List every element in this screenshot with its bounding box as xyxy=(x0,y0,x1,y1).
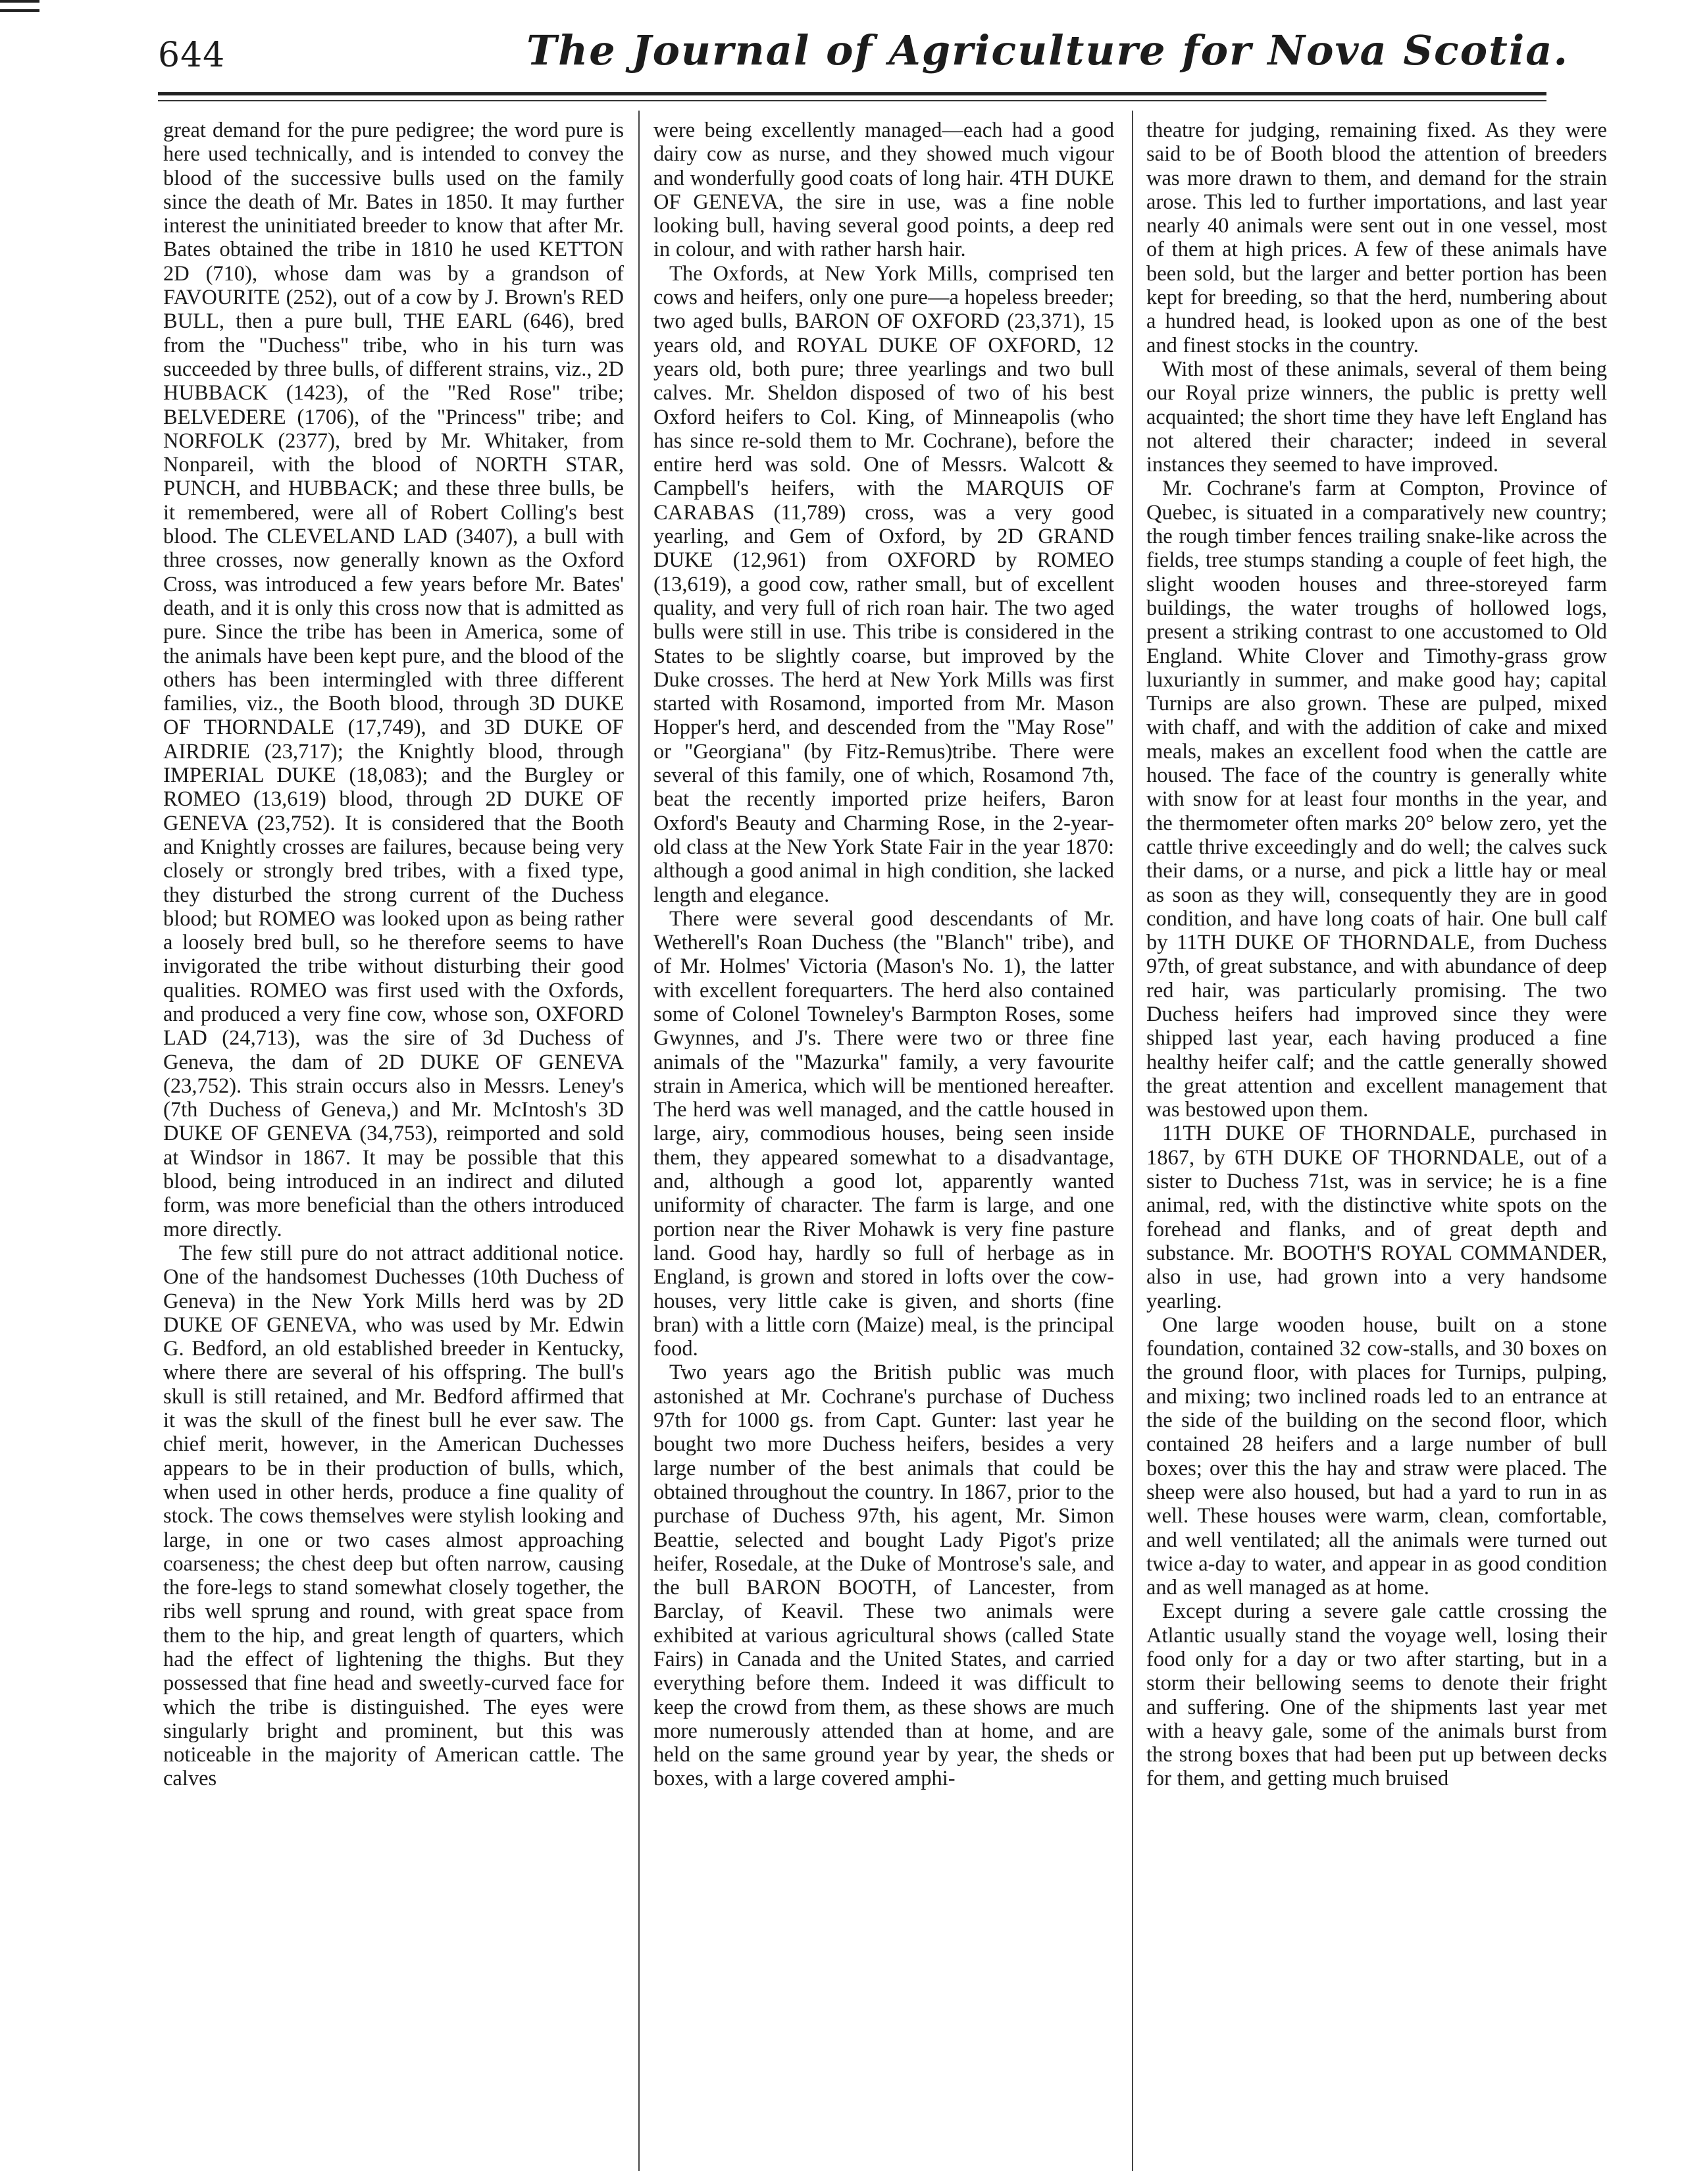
text-column-1 xyxy=(163,118,624,2172)
header-rule-thin xyxy=(158,100,1546,101)
paragraph: With most of these animals, several of them being our Royal prize winners, the public is pretty well acquainted; the short time they have left England has not altered their character; indeed in several instances they seemed to have improved. xyxy=(1146,357,1607,477)
header-rule-thick xyxy=(158,92,1546,95)
paragraph: Except during a severe gale cattle crossing the Atlantic usually stand the voyage well, losing their food only for a day or two after starting, but in a storm their bellowing seems to denote their fright and suffering. One of the shipments last year met with a heavy gale, some of the animals burst from the strong boxes that had been put up between decks for them, and getting much bruised xyxy=(1146,1599,1607,1791)
journal-title: The Journal of Agriculture for Nova Scotia. xyxy=(526,26,1569,74)
paragraph: There were several good descendants of Mr. Wetherell's Roan Duchess (the "Blanch" tribe), and of Mr. Holmes' Victoria (Mason's No. 1), the latter with excellent forequarters. The herd also contained some of Colonel Towneley's Barmpton Roses, some Gwynnes, and J's. There were two or three fine animals of the "Mazurka" family, a very favourite strain in America, which will be mentioned hereafter. The herd was well managed, and the cattle housed in large, airy, commodious houses, being seen inside them, they appeared somewhat to a disadvantage, and, although a good lot, apparently wanted uniformity of character. The farm is large, and one portion near the River Mohawk is very fine pasture land. Good hay, hardly so full of herbage as in England, is grown and stored in lofts over the cow-houses, very little cake is given, and shorts (fine bran) with a little corn (Maize) meal, is the principal food. xyxy=(653,906,1114,1361)
paragraph: 11TH DUKE OF THORNDALE, purchased in 1867, by 6TH DUKE OF THORNDALE, out of a sister to Duchess 71st, was in service; he is a fine animal, red, with the distinctive white spots on the forehead and flanks, and of great depth and substance. Mr. BOOTH'S ROYAL COMMANDER, also in use, had grown into a very handsome yearling. xyxy=(1146,1122,1607,1313)
paragraph: Two years ago the British public was much astonished at Mr. Cochrane's purchase of Duchess 97th for 1000 gs. from Capt. Gunter: last year he bought two more Duchess heifers, besides a very large number of the best animals that could be obtained throughout the country. In 1867, prior to the purchase of Duchess 97th, his agent, Mr. Simon Beattie, selected and bought Lady Pigot's prize heifer, Rosedale, at the Duke of Montrose's sale, and the bull BARON BOOTH, of Lancester, from Barclay, of Keavil. These two animals were exhibited at various agricultural shows (called State Fairs) in Canada and the United States, and carried everything before them. Indeed it was difficult to keep the crowd from them, as these shows are much more numerously attended than at home, and are held on the same ground year by year, the sheds or boxes, with a large covered amphi- xyxy=(653,1361,1114,1791)
column-divider xyxy=(1132,111,1133,2171)
paragraph: The few still pure do not attract additional notice. One of the handsomest Duchesses (10th Duchess of Geneva) in the New York Mills herd was by 2D DUKE OF GENEVA, who was used by Mr. Edwin G. Bedford, an old established breeder in Kentucky, where there are several of his offspring. The bull's skull is still retained, and Mr. Bedford affirmed that it was the skull of the finest bull he ever saw. The chief merit, however, in the American Duchesses appears to be in their production of bulls, which, when used in other herds, produce a fine quality of stock. The cows themselves were stylish looking and large, in one or two cases almost approaching coarseness; the chest deep but often narrow, causing the fore-legs to stand somewhat closely together, the ribs well sprung and round, with great space from them to the hip, and great length of quarters, which had the effect of lightening the thighs. But they possessed that fine head and sweetly-curved face for which the tribe is distinguished. The eyes were singularly bright and prominent, but this was noticeable in the majority of American cattle. The calves xyxy=(163,1241,624,1791)
paragraph: One large wooden house, built on a stone foundation, contained 32 cow-stalls, and 30 boxes on the ground floor, with places for Turnips, pulping, and mixing; two inclined roads led to an entrance at the side of the building on the second floor, which contained 28 heifers and a large number of bull boxes; over this the hay and straw were placed. The sheep were also housed, but had a yard to run in as well. These houses were warm, clean, comfortable, and well ventilated; all the animals were turned out twice a-day to water, and appear in as good condition and as well managed as at home. xyxy=(1146,1313,1607,1600)
page-header xyxy=(158,26,1569,86)
column-divider xyxy=(638,111,640,2171)
paragraph: Mr. Cochrane's farm at Compton, Province of Quebec, is situated in a comparatively new country; the rough timber fences trailing snake-like across the fields, tree stumps standing a couple of feet high, the slight wooden houses and three-storeyed farm buildings, the water troughs of hollowed logs, present a striking contrast to one accustomed to Old England. White Clover and Timothy-grass grow luxuriantly in summer, and make good hay; capital Turnips are also grown. These are pulped, mixed with chaff, and with the addition of cake and mixed meals, makes an excellent food when the cattle are housed. The face of the country is generally white with snow for at least four months in the year, and the thermometer often marks 20° below zero, yet the cattle thrive exceedingly and do well; the calves suck their dams, or a nurse, and pick a little hay or meal as soon as they will, consequently they are in good condition, and have long coats of hair. One bull calf by 11TH DUKE OF THORNDALE, from Duchess 97th, of great substance, and with abundance of deep red hair, was particularly promising. The two Duchess heifers had improved since they were shipped last year, each having produced a fine healthy heifer calf; and the cattle generally showed the great attention and excellent management that was bestowed upon them. xyxy=(1146,477,1607,1122)
page-number: 644 xyxy=(158,36,226,75)
corner-mark xyxy=(0,0,39,12)
text-column-3 xyxy=(1146,118,1607,2172)
paragraph: were being excellently managed—each had a good dairy cow as nurse, and they showed much vigour and wonderfully good coats of long hair. 4TH DUKE OF GENEVA, the sire in use, was a fine noble looking bull, having several good points, a deep red in colour, and with rather harsh hair. xyxy=(653,118,1114,262)
paragraph: theatre for judging, remaining fixed. As they were said to be of Booth blood the attention of breeders was more drawn to them, and demand for the strain arose. This led to further importations, and last year nearly 40 animals were sent out in one vessel, most of them at high prices. A few of these animals have been sold, but the larger and better portion has been kept for breeding, so that the herd, numbering about a hundred head, is looked upon as one of the best and finest stocks in the country. xyxy=(1146,118,1607,357)
paragraph: The Oxfords, at New York Mills, comprised ten cows and heifers, only one pure—a hopeless breeder; two aged bulls, BARON OF OXFORD (23,371), 15 years old, and ROYAL DUKE OF OXFORD, 12 years old, both pure; three yearlings and two bull calves. Mr. Sheldon disposed of two of his best Oxford heifers to Col. King, of Minneapolis (who has since re-sold them to Mr. Cochrane), before the entire herd was sold. One of Messrs. Walcott & Campbell's heifers, with the MARQUIS OF CARABAS (11,789) cross, was a very good yearling, and Gem of Oxford, by 2D GRAND DUKE (12,961) from OXFORD by ROMEO (13,619), a good cow, rather small, but of excellent quality, and very full of rich roan hair. The two aged bulls were still in use. This tribe is considered in the States to be slightly coarse, but improved by the Duke crosses. The herd at New York Mills was first started with Rosamond, imported from Mr. Mason Hopper's herd, and descended from the "May Rose" or "Georgiana" (by Fitz-Remus)tribe. There were several of this family, one of which, Rosamond 7th, beat the recently imported prize heifers, Baron Oxford's Beauty and Charming Rose, in the 2-year-old class at the New York State Fair in the year 1870: although a good animal in high condition, she lacked length and elegance. xyxy=(653,261,1114,907)
paragraph: great demand for the pure pedigree; the word pure is here used technically, and is intended to convey the blood of the successive bulls used on the family since the death of Mr. Bates in 1850. It may further interest the uninitiated breeder to know that after Mr. Bates obtained the tribe in 1810 he used KETTON 2D (710), whose dam was by a grandson of FAVOURITE (252), out of a cow by J. Brown's RED BULL, then a pure bull, THE EARL (646), bred from the "Duchess" tribe, who in his turn was succeeded by three bulls, of different strains, viz., 2D HUBBACK (1423), of the "Red Rose" tribe; BELVEDERE (1706), of the "Princess" tribe; and NORFOLK (2377), bred by Mr. Whitaker, from Nonpareil, with the blood of NORTH STAR, PUNCH, and HUBBACK; and these three bulls, be it remembered, were all of Robert Colling's best blood. The CLEVELAND LAD (3407), a bull with three crosses, now generally known as the Oxford Cross, was introduced a few years before Mr. Bates' death, and it is only this cross now that is admitted as pure. Since the tribe has been in America, some of the animals have been kept pure, and the blood of the others has been intermingled with three different families, viz., the Booth blood, through 3D DUKE OF THORNDALE (17,749), and 3D DUKE OF AIRDRIE (23,717); the Knightly blood, through IMPERIAL DUKE (18,083); and the Burgley or ROMEO (13,619) blood, through 2D DUKE OF GENEVA (23,752). It is considered that the Booth and Knightly crosses are failures, because being very closely or strongly bred tribes, with a fixed type, they disturbed the strong current of the Duchess blood; but ROMEO was looked upon as being rather a loosely bred bull, so he therefore seems to have invigorated the tribe without disturbing their good qualities. ROMEO was first used with the Oxfords, and produced a very fine cow, whose son, OXFORD LAD (24,713), was the sire of 3d Duchess of Geneva, the dam of 2D DUKE OF GENEVA (23,752). This strain occurs also in Messrs. Leney's (7th Duchess of Geneva,) and Mr. McIntosh's 3D DUKE OF GENEVA (34,753), reimported and sold at Windsor in 1867. It may be possible that this blood, being introduced in an indirect and diluted form, was more beneficial than the others introduced more directly. xyxy=(163,118,624,1241)
text-column-2 xyxy=(653,118,1114,2172)
